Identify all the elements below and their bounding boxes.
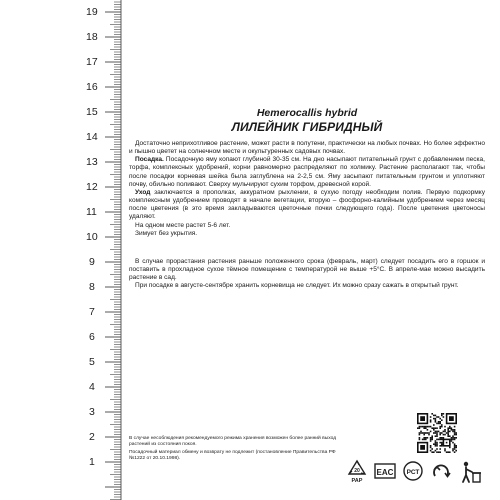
ruler-number: 19: [86, 6, 98, 18]
ruler-number: 17: [86, 56, 98, 68]
latin-name: Hemerocallis hybrid: [256, 107, 358, 119]
ruler-number: 5: [89, 356, 95, 368]
ruler-number: 12: [86, 181, 98, 193]
care-label: Уход: [135, 188, 151, 196]
svg-text:20: 20: [354, 468, 360, 474]
ruler-number: 11: [86, 206, 97, 218]
care-paragraph: [129, 189, 485, 222]
ruler-number: 6: [89, 331, 95, 343]
ruler-number: 3: [89, 406, 95, 418]
recycle-loop-icon: [429, 458, 453, 486]
planting-label: Посадка.: [135, 156, 164, 164]
footer-notes: [129, 436, 339, 464]
ruler-number: 10: [86, 231, 98, 243]
ruler-scale: [0, 0, 122, 500]
ruler-number: 15: [86, 106, 98, 118]
ruler-number: 8: [89, 281, 95, 293]
early-growth-paragraph: В случае прорастания растения раньше положенного срока (февраль, март) следует посадить его в горшок и поставить в прохладное сухое тёмное помещение с температурой не выше +5°С. В апреле-мае можно высадить растение в сад.: [129, 258, 485, 282]
late-planting-paragraph: При посадке в августе-сентябре хранить корневища не следует. Их можно сразу сажать в открытый грунт.: [135, 282, 459, 290]
longevity-paragraph: На одном месте растет 5-6 лет.: [135, 221, 231, 229]
certification-icons: [345, 458, 483, 486]
ruler-number: 7: [89, 306, 95, 318]
intro-paragraph: Достаточно неприхотливое растение, может расти в полутени, практически на любых почвах. Но более эффектно и пышно цветет на солнечном месте и окультуренных садовых почвах.: [129, 140, 485, 156]
ruler-number: 13: [86, 156, 98, 168]
winter-paragraph: Зимует без укрытия.: [135, 229, 198, 237]
ruler-number: 16: [86, 81, 98, 93]
description-block: [129, 140, 485, 238]
gost-mark-icon: [401, 458, 425, 486]
ruler-number: 18: [86, 31, 98, 43]
storage-warning: В случае несоблюдения рекомендуемого режима хранения возможен более ранний выход растений из состояния покоя.: [129, 436, 337, 448]
care-text: заключается в прополках, аккуратном рыхлении, в сухую погоду необходим полив. Первую подкормку комплексным удобрением проводят в начале вегетации, вторую – фосфорно-калийным удобрением через месяц после цветения (в это время закладываются цветочные почки следующего года). После цветения цветоносы удаляют.: [129, 188, 485, 221]
storage-block: [129, 258, 485, 291]
pap-recycling-icon: [345, 458, 369, 486]
legal-notice: Посадочный материал обмену и возврату не подлежит (постановление Правительства РФ №1222 от 20.10.1998).: [129, 450, 336, 462]
ruler-number: 2: [89, 431, 95, 443]
svg-text:РСТ: РСТ: [406, 469, 420, 476]
qr-code: [417, 413, 457, 453]
planting-paragraph: [129, 156, 485, 189]
svg-text:EAC: EAC: [376, 468, 394, 477]
svg-text:PAP: PAP: [351, 478, 363, 484]
no-littering-icon: [457, 458, 483, 486]
ruler-number: 14: [86, 131, 98, 143]
planting-text: Посадочную яму копают глубиной 30-35 см. На дно насыпают питательный грунт с добавлением песка, торфа, комплексных удобрений, корни равномерно распределяют по холмику. Растение располагают так, чтобы после посадки корневая шейка была заглублена на 2-2,5 см. Яму засыпают питательным грунтом и уплотняют почву, обильно поливают. Сверху мульчируют сухим торфом, древесной корой.: [129, 156, 485, 188]
ruler: [0, 0, 122, 500]
ruler-number: 9: [89, 256, 95, 268]
product-title: ЛИЛЕЙНИК ГИБРИДНЫЙ: [231, 120, 383, 134]
eac-mark-icon: [373, 458, 397, 486]
ruler-number: 1: [89, 456, 95, 468]
ruler-number: 4: [89, 381, 95, 393]
